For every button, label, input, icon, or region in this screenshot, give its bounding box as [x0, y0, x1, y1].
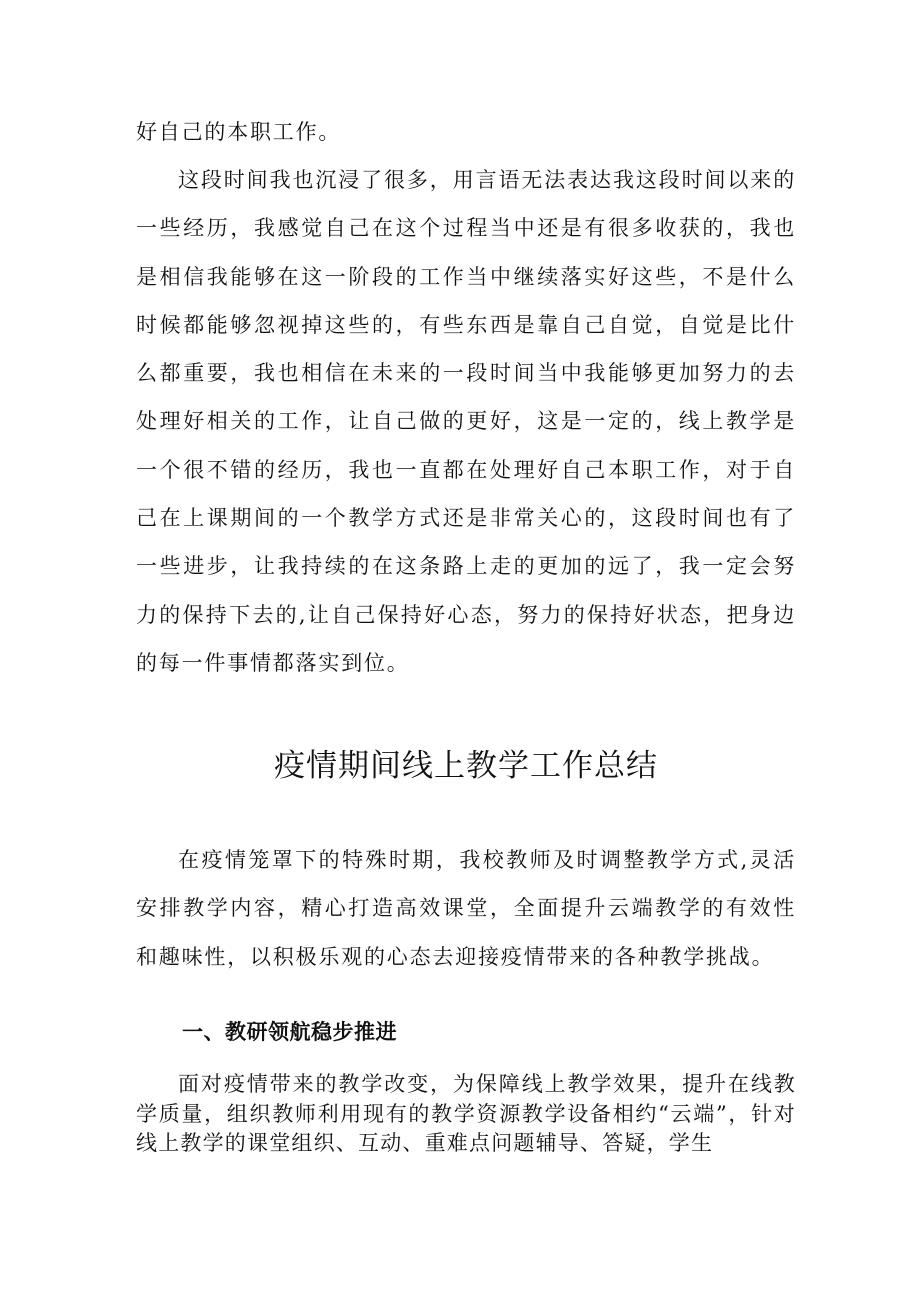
section-heading-1: 一、教研领航稳步推进 [182, 1020, 397, 1044]
paragraph-continuation: 好自己的本职工作。 [136, 120, 342, 144]
paragraph-section-1: 面对疫情带来的教学改变，为保障线上教学效果，提升在线教学质量，组织教师利用现有的教学资源教学设备相约“云端”，针对线上教学的课堂组织、互动、重难点问题辅导、答疑，学生 [136, 1072, 796, 1155]
paragraph-intro: 在疫情笼罩下的特殊时期，我校教师及时调整教学方式,灵活安排教学内容，精心打造高效课堂，全面提升云端教学的有效性和趣味性，以积极乐观的心态去迎接疫情带来的各种教学挑战。 [136, 848, 796, 969]
document-title: 疫情期间线上教学工作总结 [274, 748, 658, 784]
paragraph-reflection: 这段时间我也沉浸了很多，用言语无法表达我这段时间以来的一些经历，我感觉自己在这个过程当中还是有很多收获的，我也是相信我能够在这一阶段的工作当中继续落实好这些，不是什么时候都能够忽视掉这些的，有些东西是靠自己自觉，自觉是比什么都重要，我也相信在未来的一段时间当中我能够更加努力的去处理好相关的工作，让自己做的更好，这是一定的，线上教学是一个很不错的经历，我也一直都在处理好自己本职工作，对于自己在上课期间的一个教学方式还是非常关心的，这段时间也有了一些进步，让我持续的在这条路上走的更加的远了，我一定会努力的保持下去的,让自己保持好心态，努力的保持好状态，把身边的每一件事情都落实到位。 [136, 168, 796, 675]
